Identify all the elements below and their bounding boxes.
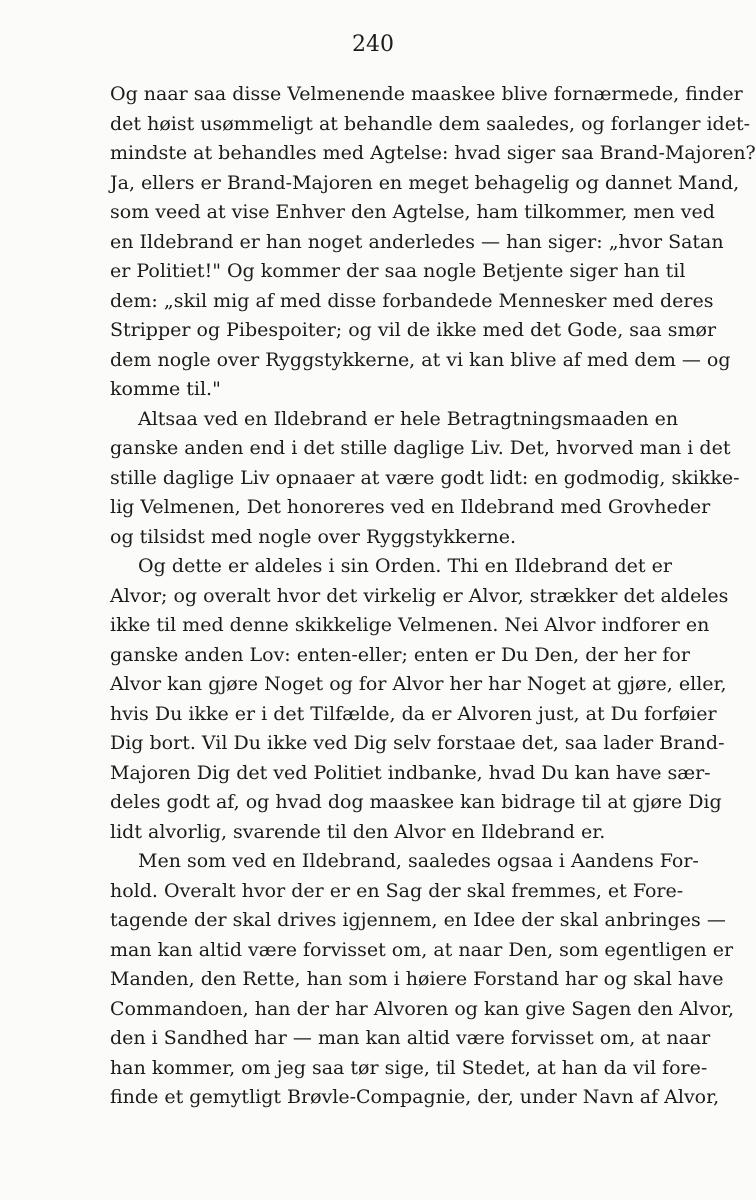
text-line: dem: „skil mig af med disse forbandede Mennesker med deres (110, 289, 714, 312)
text-line: deles godt af, og hvad dog maaskee kan bidrage til at gjøre Dig (110, 791, 722, 813)
text-line: en Ildebrand er han noget anderledes — han siger: „hvor Satan (110, 230, 724, 253)
text-line: som veed at vise Enhver den Agtelse, ham tilkommer, men ved (110, 201, 715, 223)
text-line: lig Velmenen, Det honoreres ved en Ildebrand med Grovheder (110, 496, 711, 518)
text-line: ganske anden Lov: enten-eller; enten er Du Den, der her for (110, 643, 690, 666)
text-line: stille daglige Liv opnaaer at være godt lidt: en godmodig, skikke- (110, 466, 740, 489)
text-line: komme til." (110, 378, 221, 400)
text-line: ikke til med denne skikkelige Velmenen. Nei Alvor indforer en (110, 614, 710, 636)
text-line: han kommer, om jeg saa tør sige, til Stedet, at han da vil fore- (110, 1056, 708, 1079)
text-line: Og naar saa disse Velmenende maaskee blive fornærmede, finder (110, 83, 743, 105)
text-line: Manden, den Rette, han som i høiere Forstand har og skal have (110, 968, 724, 990)
page-number: 240 (352, 32, 394, 57)
text-line: Ja, ellers er Brand-Majoren en meget behagelig og dannet Mand, (110, 171, 740, 194)
paragraph (110, 80, 756, 405)
paragraph (110, 405, 740, 553)
text-line: mindste at behandles med Agtelse: hvad siger saa Brand-Majoren? (110, 142, 756, 164)
text-line: Og dette er aldeles i sin Orden. Thi en Ildebrand det er (138, 555, 672, 577)
text-line: man kan altid være forvisset om, at naar Den, som egentligen er (110, 938, 734, 961)
text-line: finde et gemytligt Brøvle-Compagnie, der, under Navn af Alvor, (110, 1086, 720, 1108)
text-line: Dig bort. Vil Du ikke ved Dig selv forstaae det, saa lader Brand- (110, 732, 725, 754)
text-line: er Politiet!" Og kommer der saa nogle Betjente siger han til (110, 260, 686, 282)
text-line: hvis Du ikke er i det Tilfælde, da er Alvoren just, at Du forføier (110, 702, 717, 725)
text-line: det høist usømmeligt at behandle dem saaledes, og forlanger idet- (110, 112, 751, 135)
text-line: ganske anden end i det stille daglige Liv. Det, hvorved man i det (110, 437, 731, 459)
text-line: tagende der skal drives igjennem, en Idee der skal anbringes — (110, 909, 726, 931)
text-line: Alvor kan gjøre Noget og for Alvor her har Noget at gjøre, eller, (110, 673, 727, 695)
text-line: hold. Overalt hvor der er en Sag der skal fremmes, et Fore- (110, 879, 684, 902)
paragraph (110, 847, 735, 1113)
text-line: Alvor; og overalt hvor det virkelig er Alvor, strækker det aldeles (110, 584, 729, 607)
text-line: Majoren Dig det ved Politiet indbanke, hvad Du kan have sær- (110, 761, 711, 784)
paragraph (110, 552, 729, 847)
text-line: Commandoen, han der har Alvoren og kan give Sagen den Alvor, (110, 997, 735, 1020)
text-line: Altsaa ved en Ildebrand er hele Betragtningsmaaden en (138, 407, 679, 430)
text-line: Stripper og Pibespoiter; og vil de ikke med det Gode, saa smør (110, 319, 717, 341)
text-line: lidt alvorlig, svarende til den Alvor en Ildebrand er. (110, 820, 606, 843)
text-line: og tilsidst med nogle over Ryggstykkerne. (110, 525, 517, 548)
text-line: dem nogle over Ryggstykkerne, at vi kan blive af med dem — og (110, 348, 731, 371)
text-line: Men som ved en Ildebrand, saaledes ogsaa i Aandens For- (138, 850, 699, 872)
body-text (110, 80, 756, 1113)
text-line: den i Sandhed har — man kan altid være forvisset om, at naar (110, 1027, 711, 1049)
